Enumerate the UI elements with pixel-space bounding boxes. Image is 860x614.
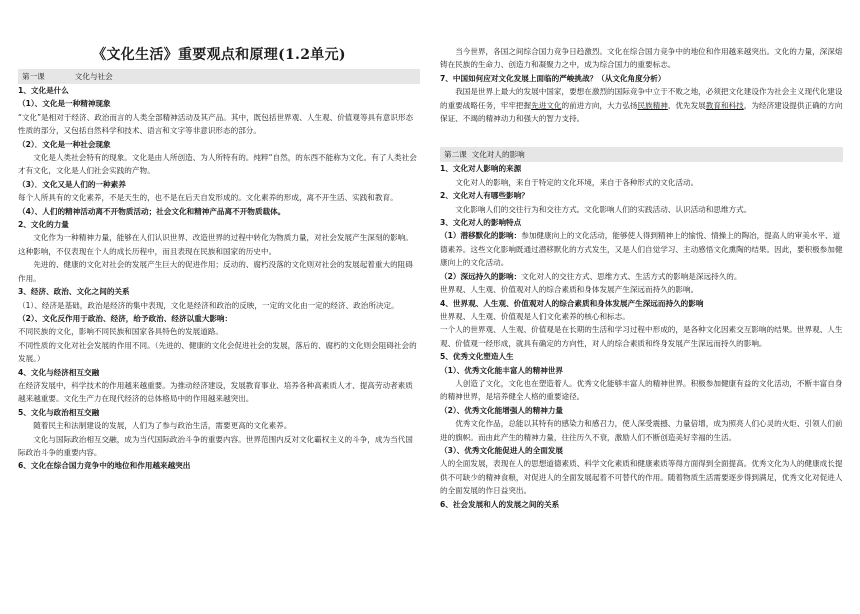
subsection-heading: （2）深远持久的影响： — [440, 271, 522, 281]
text-run: 的前进方向，大力弘扬 — [561, 100, 638, 110]
right-column — [440, 0, 843, 511]
text-run: 参加健康向上的文化活动，能够使人得到精神上的愉悦、情操上的陶冶，提高人的审美水平、道德素养。这些文化影响既通过潜移默化的方式发生，又是人们自觉学习、主动感悟文化熏陶的结果。因此，要积极参加健康向上的文化活动。 — [440, 231, 843, 268]
paragraph: 文化是人类社会特有的现象。文化是由人所创造、为人所特有的。纯粹“自然，的东西不能称为文化。有了人类社会才有文化，文化是人们社会实践的产物。 — [18, 153, 417, 176]
paragraph: 优秀文化作品，总能以其特有的感染力和感召力，使人深受震撼、力量倍增，成为照亮人们心灵的火炬、引领人们前进的旗帜。而由此产生的精神力量，往往历久不衰，激励人们不断创造美好幸福的生活。 — [440, 419, 843, 442]
paragraph: 文化影响人们的交往行为和交往方式。文化影响人们的实践活动、认识活动和思维方式。 — [455, 204, 752, 214]
paragraph: 文化作为一种精神力量，能够在人们认识世界、改造世界的过程中转化为物质力量，对社会发展产生深刻的影响。这种影响，不仅表现在个人的成长历程中，而且表现在民族和国家的历史中。 — [18, 233, 413, 256]
subsection-heading: （3）、优秀文化能促进人的全面发展 — [440, 445, 563, 455]
paragraph: 当今世界，各国之间综合国力竞争日趋激烈。文化在综合国力竞争中的地位和作用越来越突出。文化的力量，深深熔铸在民族的生命力、创造力和凝聚力之中，成为综合国力的重要标志。 — [440, 47, 843, 70]
subsection-heading: （1）、文化是一种精神现象 — [18, 99, 111, 109]
paragraph: 文化与国际政治相互交融，成为当代国际政治斗争的重要内容。世界范围内反对文化霸权主义的斗争，成为当代国际政治斗争的重要内容。 — [18, 434, 413, 457]
paragraph: 先进的、健康的文化对社会的发展产生巨大的促进作用；反动的、腐朽没落的文化则对社会的发展起着重大的阻碍作用。 — [18, 260, 413, 283]
paragraph: 世界观、人生观、价值观对人的综合素质和身体发展产生深远而持久的影响。 — [440, 285, 699, 295]
paragraph — [440, 85, 843, 125]
paragraph: 不同民族的文化，影响不同民族和国家各具特色的发展道路。 — [18, 327, 224, 337]
paragraph: 人的全面发展，表现在人的思想道德素质、科学文化素质和健康素质等得方面得到全面提高。优秀文化为人的健康成长提供不可缺少的精神食粮，对促进人的全面发展起着不可替代的作用。随着物质生活需要逐步得到满足，优秀文化对促进人的全面发展的作日益突出。 — [440, 459, 843, 496]
subsection-heading: （1）、优秀文化能丰富人的精神世界 — [440, 365, 563, 375]
paragraph: （1）、经济是基础，政治是经济的集中表现，文化是经济和政治的反映，一定的文化由一定的经济、政治所决定。 — [18, 300, 399, 310]
paragraph: 世界观、人生观、价值观是人们文化素养的核心和标志。 — [440, 311, 630, 321]
lesson-2-header — [440, 147, 843, 162]
section-heading: 2、文化的力量 — [18, 220, 69, 230]
text-run: ，为经济建设提供正确的方向保证、不竭的精神动力和强大的智力支持。 — [440, 100, 843, 124]
left-column — [18, 0, 420, 473]
section-heading: 2、文化对人有哪些影响？ — [440, 191, 529, 201]
underlined-term: 教育和科技 — [705, 100, 744, 110]
document-title: 《文化生活》重要观点和原理(1.2单元) — [92, 47, 346, 63]
subsection-heading: （2）、文化反作用于政治、经济，给予政治、经济以重大影响： — [18, 313, 233, 323]
underlined-term: 民族精神 — [637, 100, 668, 110]
section-heading: 3、文化对人的影响特点 — [440, 218, 522, 228]
text-run: 我国是世界上最大的发展中国家，要想在激烈的国际竞争中立于不败之地，必须把文化建设作为社会主义现代化建设的重要战略任务，牢牢把握 — [440, 87, 843, 110]
paragraph: 在经济发展中，科学技术的作用越来越重要。为推动经济建设，发展教育事业、培养各种高素质人才、提高劳动者素质越来越重要。文化生产力在现代经济的总体格局中的作用越来越突出。 — [18, 380, 413, 404]
section-heading: 4、世界观、人生观、价值观对人的综合素质和身体发展产生深远而持久的影响 — [440, 298, 704, 308]
section-heading: 5、文化与政治相互交融 — [18, 407, 100, 417]
paragraph: “文化”是相对于经济、政治而言的人类全部精神活动及其产品。其中，既包括世界观、人生观、价值观等具有意识形态性质的部分，又包括自然科学和技术、语言和文字等非意识形态的部分。 — [18, 112, 414, 136]
paragraph: 每个人所具有的文化素养，不是天生的，也不是在后天自发形成的。文化素养的形成，离不开生活、实践和教育。 — [18, 193, 398, 203]
text-run: 文化对人的交往方式、思维方式、生活方式的影响是深远持久的。 — [521, 271, 742, 281]
paragraph — [440, 229, 843, 269]
section-heading: 6、社会发展和人的发展之间的关系 — [440, 499, 560, 509]
subsection-heading: （3）．文化又是人们的一种素养 — [18, 179, 126, 189]
section-heading: 6、文化在综合国力竞争中的地位和作用越来越突出 — [18, 461, 191, 471]
underlined-term: 先进文化 — [531, 100, 562, 110]
section-heading: 1、文化对人影响的来源 — [440, 164, 522, 174]
paragraph: 不同性质的文化对社会发展的作用不同。（先进的、健康的文化会促进社会的发展，落后的、腐朽的文化则会阻碍社会的发展。） — [18, 340, 417, 364]
section-heading: 7、中国如何应对文化发展上面临的严峻挑战？（从文化角度分析） — [440, 73, 666, 83]
subsection-heading: （2）．文化是一种社会现象 — [18, 139, 111, 149]
text-run: ，优先发展 — [667, 100, 706, 110]
subsection-heading: （4）、人们的精神活动离不开物质活动；社会文化和精神产品离不开物质载体。 — [18, 206, 286, 216]
paragraph: 文化对人的影响，来自于特定的文化环境，来自于各种形式的文化活动。 — [455, 177, 699, 187]
lesson-1-header — [18, 69, 420, 84]
section-heading: 4、文化与经济相互交融 — [18, 367, 100, 377]
section-heading: 5、优秀文化塑造人生 — [440, 352, 514, 362]
subsection-heading: （1）潜移默化的影响： — [440, 231, 522, 241]
paragraph: 一个人的世界观、人生观、价值观是在长期的生活和学习过程中形成的，是各种文化因素交互影响的结果。世界观、人生观、价值观一经形成，就具有确定的方向性，对人的综合素质和终身发展产生深远而持久的影响。 — [440, 325, 843, 348]
lesson-number: 第一课 — [22, 72, 45, 81]
paragraph: 随着民主和法制建设的发展，人们为了参与政治生活，需要更高的文化素养。 — [33, 421, 292, 431]
paragraph: 人创造了文化，文化也在塑造着人。优秀文化能够丰富人的精神世界。积极参加健康有益的文化活动，不断丰富自身的精神世界，是培养健全人格的重要途径。 — [440, 378, 843, 402]
paragraph — [440, 270, 843, 283]
section-heading: 3、经济、政治、文化之间的关系 — [18, 287, 130, 297]
lesson-name: 文化对人的影响 — [471, 150, 525, 160]
lesson-name: 文化与社会 — [74, 72, 113, 81]
lesson-number: 第二课 — [444, 150, 467, 160]
subsection-heading: （2）、优秀文化能增强人的精神力量 — [440, 405, 563, 415]
section-heading: 1、文化是什么 — [18, 86, 69, 95]
